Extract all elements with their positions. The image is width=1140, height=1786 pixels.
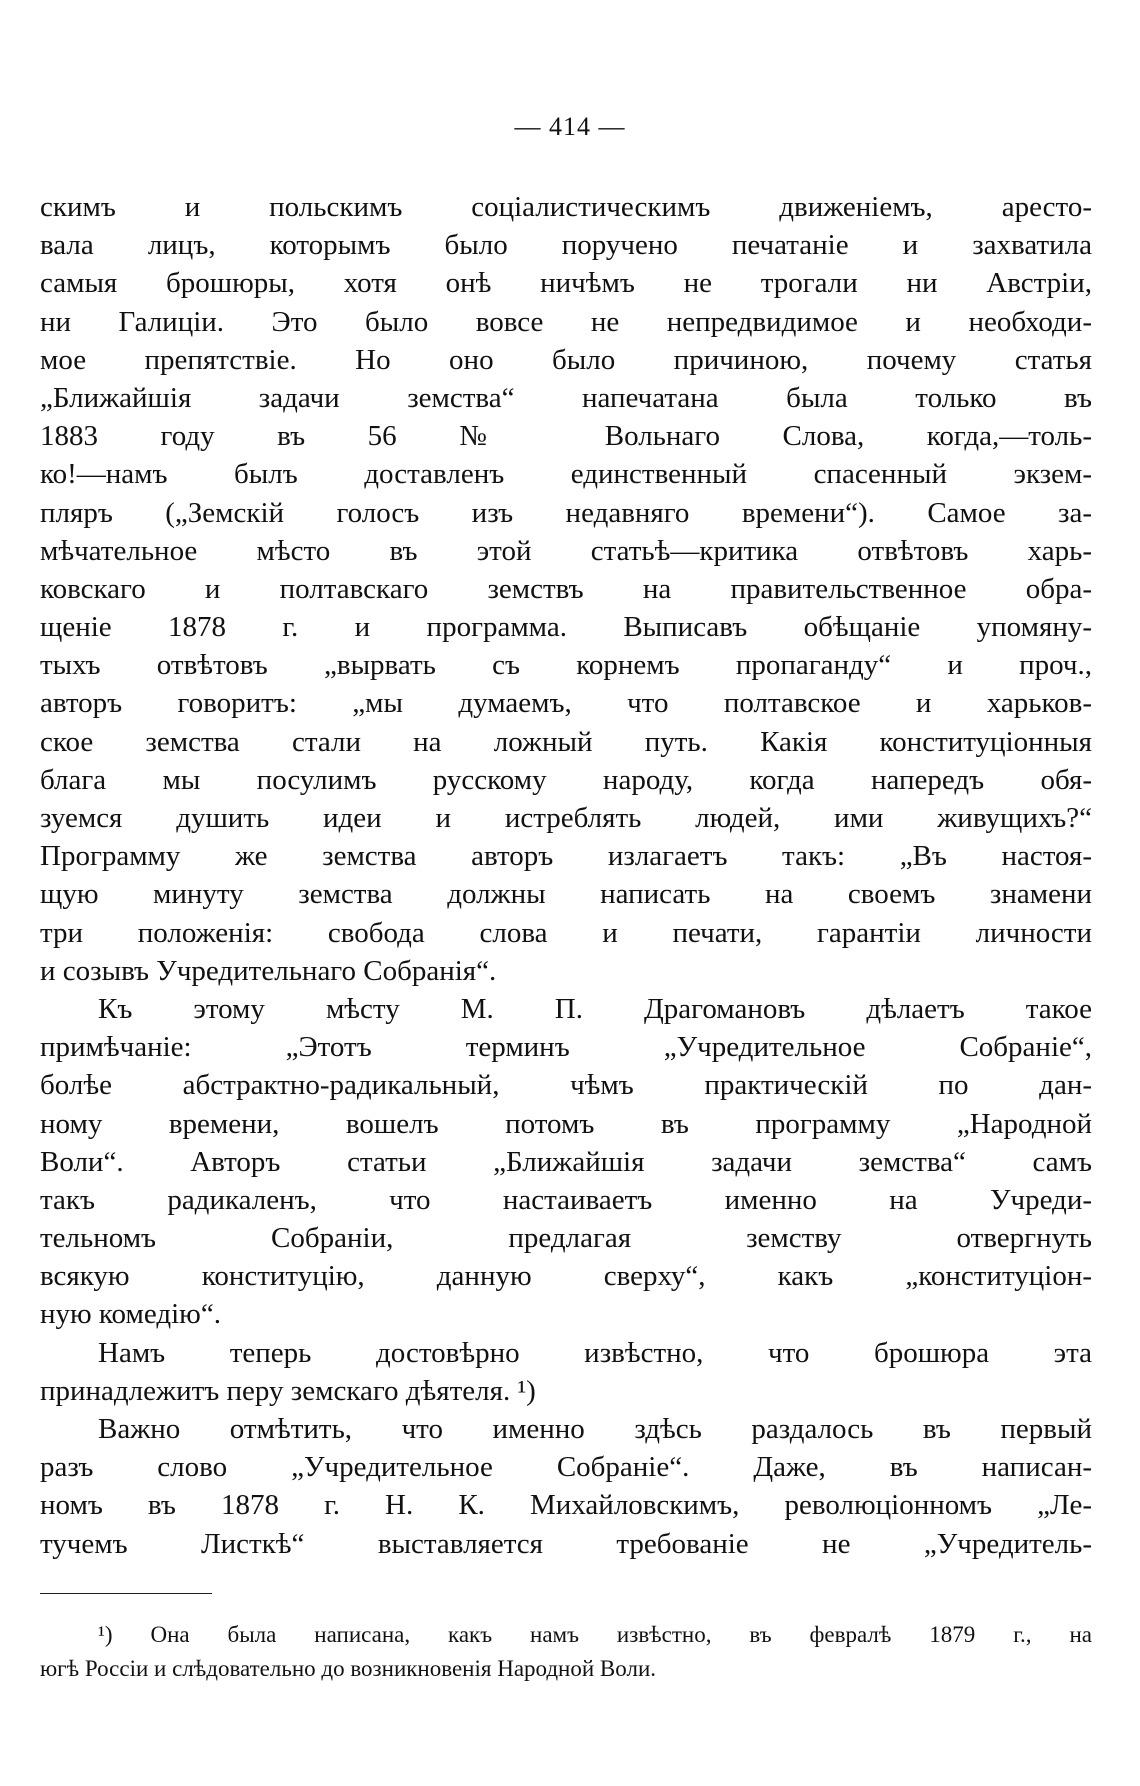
text-line: пляръ („Земскій голосъ изъ недавняго времени“). Самое за- bbox=[40, 496, 1092, 529]
text-line: Программу же земства авторъ излагаетъ такъ: „Въ настоя- bbox=[40, 840, 1092, 873]
footnote-separator bbox=[40, 1593, 212, 1594]
page-number: — 414 — bbox=[514, 112, 626, 141]
paragraph-end-line: и созывъ Учредительнаго Собранія“. bbox=[40, 954, 497, 987]
footnote-line: ¹) Она была написана, какъ намъ извѣстно, въ февралѣ 1879 г., на bbox=[98, 1622, 1092, 1647]
footnote bbox=[40, 1618, 1092, 1686]
text-line: Воли“. Авторъ статьи „Ближайшія задачи земства“ самъ bbox=[40, 1145, 1092, 1178]
paragraph-end-line: принадлежитъ перу земскаго дѣятеля. ¹) bbox=[40, 1374, 536, 1407]
text-line: мое препятствіе. Но оно было причиною, почему статья bbox=[40, 343, 1092, 376]
text-line: щую минуту земства должны написать на своемъ знамени bbox=[40, 878, 1092, 911]
text-line: щеніе 1878 г. и программа. Выписавъ обѣщаніе упомяну- bbox=[40, 611, 1092, 644]
paragraph-start-line: Важно отмѣтить, что именно здѣсь раздалось въ первый bbox=[98, 1413, 1092, 1445]
text-line: авторъ говоритъ: „мы думаемъ, что полтавское и харьков- bbox=[40, 687, 1092, 720]
text-line: 1883 году въ 56 № Вольнаго Слова, когда,—толь- bbox=[40, 420, 1092, 453]
text-line: вала лицъ, которымъ было поручено печатаніе и захватила bbox=[40, 229, 1092, 262]
text-line: болѣе абстрактно-радикальный, чѣмъ практическій по дан- bbox=[40, 1069, 1092, 1102]
text-line: ному времени, вошелъ потомъ въ программу „Народной bbox=[40, 1107, 1092, 1140]
text-line: такъ радикаленъ, что настаиваетъ именно на Учреди- bbox=[40, 1183, 1092, 1216]
text-line: ское земства стали на ложный путь. Какія конституціонныя bbox=[40, 725, 1092, 758]
text-line: всякую конституцію, данную сверху“, какъ „конституціон- bbox=[40, 1260, 1092, 1293]
text-line: разъ слово „Учредительное Собраніе“. Даже, въ написан- bbox=[40, 1451, 1092, 1484]
text-line: „Ближайшія задачи земства“ напечатана была только въ bbox=[40, 381, 1092, 414]
text-line: ко!—намъ былъ доставленъ единственный спасенный экзем- bbox=[40, 458, 1092, 491]
paragraph-start-line: Намъ теперь достовѣрно извѣстно, что брошюра эта bbox=[98, 1336, 1092, 1369]
footnote-line: югѣ Россіи и слѣдовательно до возникновенія Народной Воли. bbox=[40, 1656, 657, 1681]
text-line: три положенія: свобода слова и печати, гарантіи личности bbox=[40, 916, 1092, 949]
text-line: скимъ и польскимъ соціалистическимъ движеніемъ, аресто- bbox=[40, 191, 1092, 223]
paragraph-start-line: Къ этому мѣсту М. П. Драгомановъ дѣлаетъ такое bbox=[98, 992, 1092, 1025]
text-line: примѣчаніе: „Этотъ терминъ „Учредительное Собраніе“, bbox=[40, 1031, 1092, 1064]
text-line: зуемся душить идеи и истреблять людей, ими живущихъ?“ bbox=[40, 802, 1092, 834]
text-line: ни Галиціи. Это было вовсе не непредвидимое и необходи- bbox=[40, 305, 1092, 338]
body-text bbox=[40, 188, 1092, 1563]
text-line: тучемъ Листкѣ“ выставляется требованіе не „Учредитель- bbox=[40, 1527, 1092, 1560]
text-line: тельномъ Собраніи, предлагая земству отвергнуть bbox=[40, 1222, 1092, 1255]
text-line: мѣчательное мѣсто въ этой статьѣ—критика отвѣтовъ харь- bbox=[40, 534, 1092, 567]
text-line: номъ въ 1878 г. Н. К. Михайловскимъ, революціонномъ „Ле- bbox=[40, 1489, 1092, 1522]
text-line: самыя брошюры, хотя онѣ ничѣмъ не трогали ни Австріи, bbox=[40, 267, 1092, 300]
text-line: тыхъ отвѣтовъ „вырвать съ корнемъ пропаганду“ и проч., bbox=[40, 649, 1092, 682]
paragraph-end-line: ную комедію“. bbox=[40, 1298, 221, 1331]
text-line: блага мы посулимъ русскому народу, когда напередъ обя- bbox=[40, 763, 1092, 796]
text-line: ковскаго и полтавскаго земствъ на правительственное обра- bbox=[40, 572, 1092, 605]
